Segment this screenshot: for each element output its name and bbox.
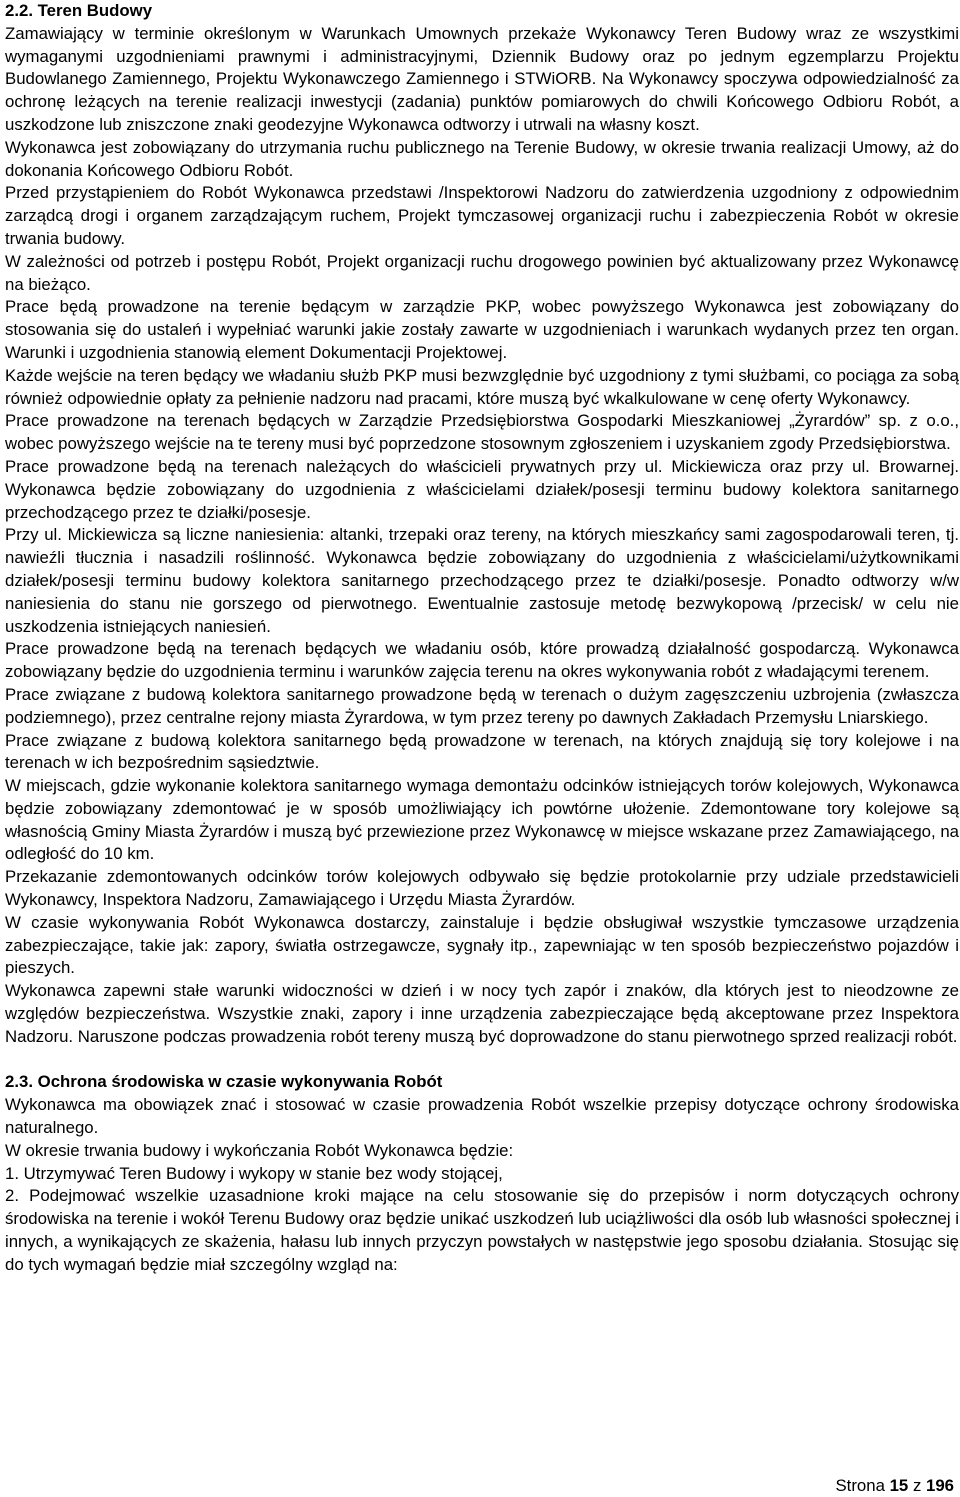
list-item: 2. Podejmować wszelkie uzasadnione kroki mające na celu stosowanie się do przepisów i norm dotyczących ochrony środowiska na terenie i wokół Terenu Budowy oraz będzie unikać uszkodzeń lub uciążliwości dla osób lub własności społecznej i innych, a wynikających ze skażenia, hałasu lub innych przyczyn powstałych w następstwie jego sposobu działania. Stosując się do tych wymagań będzie miał szczególny wzgląd na: [5,1186,959,1274]
paragraph: Przy ul. Mickiewicza są liczne naniesienia: altanki, trzepaki oraz tereny, na których mieszkańcy sami zagospodarowali teren, tj. nawieźli tłucznia i nasadzili roślinność. Wykonawca będzie zobowiązany do uzgodnienia z właścicielami/użytkownikami działek/posesji terminu budowy kolektora sanitarnego przechodzącego przez te działki/posesje. Ponadto odtworzy w/w naniesienia do stanu nie gorszego od pierwotnego. Ewentualnie zastosuje metodę bezwykopową /przecisk/ w celu nie uszkodzenia istniejących naniesień. [5,525,959,636]
paragraph: Wykonawca jest zobowiązany do utrzymania ruchu publicznego na Terenie Budowy, w okresie trwania realizacji Umowy, aż do dokonania Końcowego Odbioru Robót. [5,137,959,180]
paragraph: Prace prowadzone będą na terenach będących we władaniu osób, które prowadzą działalność gospodarczą. Wykonawca zobowiązany będzie do uzgodnienia terminu i warunków zajęcia terenu na okres wykonywania robót z władającymi terenem. [5,639,959,682]
paragraph: Zamawiający w terminie określonym w Warunkach Umownych przekaże Wykonawcy Teren Budowy wraz ze wszystkimi wymaganymi uzgodnieniami prawnymi i administracyjnymi, Dziennik Budowy oraz po jednym egzemplarzu Projektu Budowlanego Zamiennego, Projektu Wykonawczego Zamiennego i STWiORB. Na Wykonawcy spoczywa odpowiedzialność za ochronę leżących na terenie realizacji inwestycji (zadania) punktów pomiarowych do chwili Końcowego Odbioru Robót, a uszkodzone lub zniszczone znaki geodezyjne Wykonawca odtworzy i utrwali na własny koszt. [5,23,959,134]
paragraph: Prace będą prowadzone na terenie będącym w zarządzie PKP, wobec powyższego Wykonawca jest zobowiązany do stosowania się do ustaleń i wypełniać warunki jakie zostały zawarte w uzgodnieniach i warunkach wydanych przez ten organ. Warunki i uzgodnienia stanowią element Dokumentacji Projektowej. [5,297,959,362]
page-number: 15 [889,1476,909,1495]
section-heading-2-3: 2.3. Ochrona środowiska w czasie wykonywania Robót [5,1072,443,1092]
paragraph: Prace prowadzone na terenach będących w Zarządzie Przedsiębiorstwa Gospodarki Mieszkaniowej „Żyrardów” sp. z o.o., wobec powyższego wejście na te tereny musi być poprzedzone stosownym zgłoszeniem i uzyskaniem zgody Przedsiębiorstwa. [5,411,959,454]
section-spacer [5,1049,959,1072]
page-separator: z [912,1476,922,1495]
paragraph: W okresie trwania budowy i wykończania Robót Wykonawca będzie: [5,1140,514,1160]
paragraph: Prace związane z budową kolektora sanitarnego będą prowadzone w terenach, na których znajdują się tory kolejowe i na terenach w ich bezpośrednim sąsiedztwie. [5,730,959,773]
paragraph: W czasie wykonywania Robót Wykonawca dostarczy, zainstaluje i będzie obsługiwał wszystkie tymczasowe urządzenia zabezpieczające, takie jak: zapory, światła ostrzegawcze, sygnały itp., zapewniając w ten sposób bezpieczeństwo pojazdów i pieszych. [5,912,959,978]
paragraph: Wykonawca ma obowiązek znać i stosować w czasie prowadzenia Robót wszelkie przepisy dotyczące ochrony środowiska naturalnego. [5,1095,959,1138]
list-item: 1. Utrzymywać Teren Budowy i wykopy w stanie bez wody stojącej, [5,1163,503,1183]
paragraph: Przed przystąpieniem do Robót Wykonawca przedstawi /Inspektorowi Nadzoru do zatwierdzenia uzgodniony z odpowiednim zarządcą drogi i organem zarządzającym ruchem, Projekt tymczasowej organizacji ruchu i zabezpieczenia Robót w okresie trwania budowy. [5,183,959,248]
section-heading-2-2: 2.2. Teren Budowy [5,1,153,20]
paragraph: Prace prowadzone będą na terenach należących do właścicieli prywatnych przy ul. Mickiewicza oraz przy ul. Browarnej. Wykonawca będzie zobowiązany do uzgodnienia z właścicielami działek/posesji terminu budowy kolektora sanitarnego przechodzącego przez te działki/posesje. [5,456,959,522]
paragraph: Każde wejście na teren będący we władaniu służb PKP musi bezwzględnie być uzgodniony z tymi służbami, co pociąga za sobą również odpowiednie opłaty za pełnienie nadzoru nad pracami, które muszą być wkalkulowane w cenę oferty Wykonawcy. [5,365,959,408]
page-total: 196 [926,1476,954,1495]
paragraph: Prace związane z budową kolektora sanitarnego prowadzone będą w terenach o dużym zagęszczeniu uzbrojenia (zwłaszcza podziemnego), przez centralne rejony miasta Żyrardowa, w tym przez tereny po dawnych Zakładach Przemysłu Lniarskiego. [5,684,959,727]
paragraph: W zależności od potrzeb i postępu Robót, Projekt organizacji ruchu drogowego powinien być aktualizowany przez Wykonawcę na bieżąco. [5,251,959,294]
page-label: Strona [835,1476,885,1495]
document-page [5,0,959,1277]
paragraph: W miejscach, gdzie wykonanie kolektora sanitarnego wymaga demontażu odcinków istniejących torów kolejowych, Wykonawca będzie zobowiązany zdemontować je w sposób umożliwiający ich powtórne ułożenie. Zdemontowane tory kolejowe są własnością Gminy Miasta Żyrardów i muszą być przewiezione przez Wykonawcę w miejsce wskazane przez Zamawiającego, na odległość do 10 km. [5,776,959,864]
page-footer [835,1476,954,1496]
paragraph: Wykonawca zapewni stałe warunki widoczności w dzień i w nocy tych zapór i znaków, dla których jest to nieodzowne ze względów bezpieczeństwa. Wszystkie znaki, zapory i inne urządzenia zabezpieczające będą akceptowane przez Inspektora Nadzoru. Naruszone podczas prowadzenia robót tereny muszą być doprowadzone do stanu pierwotnego sprzed realizacji robót. [5,981,959,1046]
paragraph: Przekazanie zdemontowanych odcinków torów kolejowych odbywało się będzie protokolarnie przy udziale przedstawicieli Wykonawcy, Inspektora Nadzoru, Zamawiającego i Urzędu Miasta Żyrardów. [5,867,959,910]
